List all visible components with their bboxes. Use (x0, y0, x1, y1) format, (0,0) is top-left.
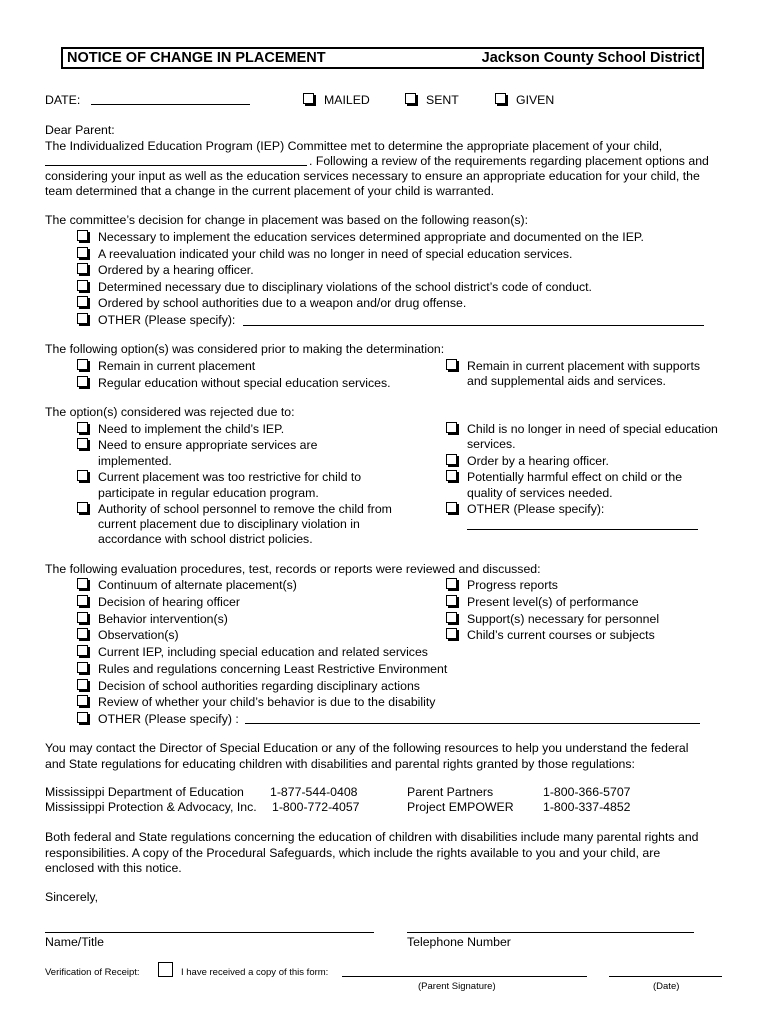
reason-label: Necessary to implement the education services determined appropriate and documented on the IEP. (98, 230, 644, 244)
rejected-label: Potentially harmful effect on child or the (467, 470, 683, 484)
evaluation-checkbox[interactable] (77, 712, 88, 723)
evaluation-item[interactable] (77, 678, 420, 695)
considered-heading: The following option(s) was considered prior to making the determination: (45, 342, 445, 356)
evaluation-label: OTHER (Please specify) : (98, 712, 239, 726)
rejected-label: OTHER (Please specify): (467, 502, 605, 516)
reason-item[interactable] (77, 279, 592, 296)
given-label: GIVEN (516, 93, 555, 107)
rejected-checkbox[interactable] (446, 502, 457, 513)
reason-checkbox[interactable] (77, 313, 88, 324)
evaluation-item[interactable] (77, 661, 447, 678)
considered-label: Remain in current placement (98, 359, 256, 373)
evaluation-item[interactable] (77, 627, 179, 644)
contact-line-1: You may contact the Director of Special Education or any of the following resources to help you understand the federal (45, 741, 689, 755)
evaluation-checkbox[interactable] (77, 662, 88, 673)
reason-label: A reevaluation indicated your child was no longer in need of special education services. (98, 247, 573, 261)
resource-phone: 1-877-544-0408 (270, 785, 358, 799)
reason-label: Ordered by a hearing officer. (98, 263, 254, 277)
evaluation-label: Progress reports (467, 578, 558, 592)
evaluation-other-field[interactable] (245, 723, 700, 724)
receipt-checkbox[interactable] (158, 962, 173, 977)
rejected-checkbox[interactable] (77, 502, 88, 513)
telephone-label: Telephone Number (407, 935, 511, 949)
evaluation-item[interactable] (446, 627, 655, 644)
resource-name: Project EMPOWER (407, 800, 514, 814)
date-field[interactable] (91, 104, 250, 105)
reason-checkbox[interactable] (77, 280, 88, 291)
evaluation-item[interactable] (446, 611, 659, 628)
evaluation-label: Observation(s) (98, 628, 179, 642)
evaluation-label: Support(s) necessary for personnel (467, 612, 660, 626)
date-caption: (Date) (653, 981, 680, 992)
evaluation-heading: The following evaluation procedures, test, records or reports were reviewed and discussed: (45, 562, 541, 576)
name-title-label: Name/Title (45, 935, 104, 949)
reason-checkbox[interactable] (77, 230, 88, 241)
reason-checkbox[interactable] (77, 247, 88, 258)
evaluation-item-other[interactable] (77, 711, 239, 728)
considered-checkbox[interactable] (77, 359, 88, 370)
rejected-label: Need to implement the child’s IEP. (98, 422, 285, 436)
rejected-label-cont: current placement due to disciplinary violation in (98, 517, 360, 531)
reason-label: OTHER (Please specify): (98, 313, 236, 327)
rejected-checkbox[interactable] (77, 422, 88, 433)
rights-line-1: Both federal and State regulations concerning the education of children with disabilities include many parental rights and (45, 830, 699, 844)
sent-label: SENT (426, 93, 459, 107)
evaluation-checkbox[interactable] (446, 578, 457, 589)
reason-label: Ordered by school authorities due to a weapon and/or drug offense. (98, 296, 467, 310)
rejected-item[interactable] (77, 469, 361, 486)
receipt-text: I have received a copy of this form: (181, 967, 329, 978)
resource-phone: 1-800-772-4057 (272, 800, 360, 814)
evaluation-label: Present level(s) of performance (467, 595, 639, 609)
evaluation-label: Decision of school authorities regarding disciplinary actions (98, 679, 420, 693)
considered-checkbox[interactable] (77, 376, 88, 387)
rejected-item[interactable] (77, 421, 284, 438)
reason-item[interactable] (77, 295, 466, 312)
intro-line-1: The Individualized Education Program (IEP) Committee met to determine the appropriate placement of your child, (45, 139, 663, 153)
rejected-other-field[interactable] (467, 529, 698, 530)
rejected-checkbox[interactable] (446, 470, 457, 481)
rejected-label-cont: participate in regular education program. (98, 486, 319, 500)
rejected-label: Child is no longer in need of special education (467, 422, 718, 436)
rejected-label-cont: implemented. (98, 454, 172, 468)
rejected-heading: The option(s) considered was rejected due to: (45, 405, 295, 419)
given-option[interactable] (495, 92, 554, 109)
resource-name: Mississippi Department of Education (45, 785, 244, 799)
rejected-label-cont: quality of services needed. (467, 486, 613, 500)
parent-signature-field[interactable] (342, 976, 587, 977)
form-header (61, 47, 704, 69)
sincerely: Sincerely, (45, 890, 99, 904)
intro-line-4: team determined that a change in the current placement of your child is warranted. (45, 184, 495, 198)
sent-checkbox[interactable] (405, 93, 416, 104)
mailed-option[interactable] (303, 92, 370, 109)
rejected-item[interactable] (446, 469, 682, 486)
rejected-label: Need to ensure appropriate services are (98, 438, 318, 452)
evaluation-label: Current IEP, including special education and related services (98, 645, 428, 659)
considered-label-cont: and supplemental aids and services. (467, 374, 666, 388)
considered-label: Regular education without special education services. (98, 376, 391, 390)
evaluation-item[interactable] (446, 577, 558, 594)
intro-line-3: considering your input as well as the education services necessary to ensure an appropriate education for your child, the (45, 169, 700, 183)
rejected-checkbox[interactable] (446, 454, 457, 465)
evaluation-label: Decision of hearing officer (98, 595, 240, 609)
evaluation-checkbox[interactable] (77, 645, 88, 656)
child-name-field[interactable] (45, 165, 307, 166)
verification-label: Verification of Receipt: (45, 967, 140, 978)
mailed-label: MAILED (324, 93, 370, 107)
evaluation-item[interactable] (77, 577, 297, 594)
reason-item[interactable] (77, 246, 572, 263)
rejected-checkbox[interactable] (77, 470, 88, 481)
evaluation-label: Behavior intervention(s) (98, 612, 228, 626)
contact-line-2: and State regulations for educating children with disabilities and parental rights granted by those regulations: (45, 757, 635, 771)
evaluation-checkbox[interactable] (77, 612, 88, 623)
evaluation-label: Continuum of alternate placement(s) (98, 578, 297, 592)
evaluation-checkbox[interactable] (446, 628, 457, 639)
considered-item[interactable] (77, 358, 255, 375)
reason-checkbox[interactable] (77, 296, 88, 307)
evaluation-item[interactable] (77, 644, 428, 661)
date-label: DATE: (45, 93, 81, 107)
reason-checkbox[interactable] (77, 263, 88, 274)
mailed-checkbox[interactable] (303, 93, 314, 104)
intro-line-2: . Following a review of the requirements regarding placement options and (309, 154, 709, 168)
considered-item[interactable] (77, 375, 391, 392)
evaluation-label: Rules and regulations concerning Least Restrictive Environment (98, 662, 448, 676)
form-title: NOTICE OF CHANGE IN PLACEMENT (67, 50, 326, 66)
reason-item[interactable] (77, 229, 644, 246)
district-name: Jackson County School District (481, 50, 700, 66)
signature-caption: (Parent Signature) (418, 981, 496, 992)
rejected-label-cont: accordance with school district policies. (98, 532, 313, 546)
evaluation-checkbox[interactable] (446, 595, 457, 606)
resource-name: Parent Partners (407, 785, 494, 799)
resource-phone: 1-800-337-4852 (543, 800, 631, 814)
considered-label: Remain in current placement with supports (467, 359, 701, 373)
evaluation-checkbox[interactable] (77, 679, 88, 690)
evaluation-item[interactable] (77, 594, 240, 611)
reason-other-field[interactable] (243, 325, 704, 326)
rights-line-2: responsibilities. A copy of the Procedural Safeguards, which include the rights available to you and your child, are (45, 846, 661, 860)
resource-phone: 1-800-366-5707 (543, 785, 631, 799)
receipt-date-field[interactable] (609, 976, 722, 977)
evaluation-item[interactable] (446, 594, 639, 611)
evaluation-item[interactable] (77, 694, 435, 711)
reason-item-other[interactable] (77, 312, 235, 329)
reason-item[interactable] (77, 262, 254, 279)
salutation: Dear Parent: (45, 123, 115, 137)
rejected-checkbox[interactable] (446, 422, 457, 433)
reason-label: Determined necessary due to disciplinary violations of the school district’s code of conduct. (98, 280, 592, 294)
rights-line-3: enclosed with this notice. (45, 861, 182, 875)
telephone-field[interactable] (407, 932, 694, 933)
rejected-checkbox[interactable] (77, 438, 88, 449)
rejected-label: Current placement was too restrictive for child to (98, 470, 362, 484)
rejected-item-other[interactable] (446, 501, 604, 518)
evaluation-label: Review of whether your child’s behavior is due to the disability (98, 695, 436, 709)
rejected-label: Order by a hearing officer. (467, 454, 609, 468)
evaluation-checkbox[interactable] (446, 612, 457, 623)
evaluation-label: Child’s current courses or subjects (467, 628, 655, 642)
given-checkbox[interactable] (495, 93, 506, 104)
rejected-label-cont: services. (467, 437, 516, 451)
evaluation-checkbox[interactable] (77, 595, 88, 606)
evaluation-checkbox[interactable] (77, 628, 88, 639)
evaluation-checkbox[interactable] (77, 578, 88, 589)
rejected-label: Authority of school personnel to remove the child from (98, 502, 392, 516)
rejected-item[interactable] (446, 453, 609, 470)
evaluation-checkbox[interactable] (77, 695, 88, 706)
considered-checkbox[interactable] (446, 359, 457, 370)
reasons-heading: The committee’s decision for change in placement was based on the following reason(s): (45, 213, 529, 227)
resource-name: Mississippi Protection & Advocacy, Inc. (45, 800, 257, 814)
evaluation-item[interactable] (77, 611, 228, 628)
sent-option[interactable] (405, 92, 459, 109)
name-title-field[interactable] (45, 932, 374, 933)
rejected-item[interactable] (77, 437, 317, 454)
